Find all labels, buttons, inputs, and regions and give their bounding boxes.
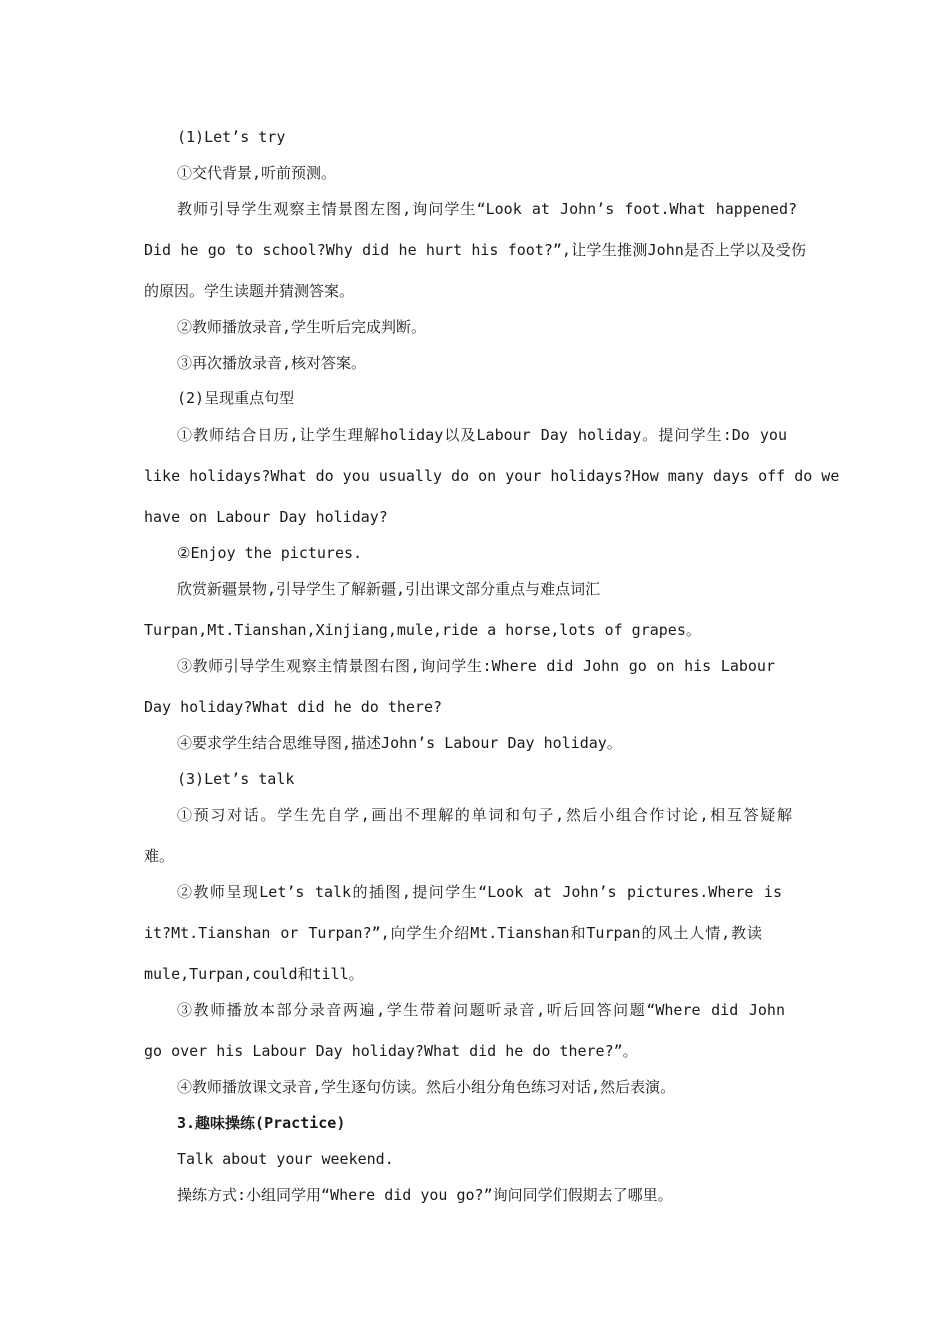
practice-method: 操练方式:小组同学用“Where did you go?”询问同学们假期去了哪里。 <box>177 1186 673 1204</box>
paragraph-line: ③教师引导学生观察主情景图右图,询问学生:Where did John go on his Labour <box>177 657 775 675</box>
paragraph-line: like holidays?What do you usually do on your holidays?How many days off do we <box>144 467 840 485</box>
step-2: ②教师播放录音,学生听后完成判断。 <box>177 318 427 336</box>
paragraph-line: go over his Labour Day holiday?What did he do there?”。 <box>144 1042 638 1060</box>
step-enjoy-pictures: ②Enjoy the pictures. <box>177 544 363 562</box>
paragraph-line: ③教师播放本部分录音两遍,学生带着问题听录音,听后回答问题“Where did John <box>177 1001 785 1019</box>
practice-topic: Talk about your weekend. <box>177 1150 394 1168</box>
paragraph-line: 教师引导学生观察主情景图左图,询问学生“Look at John’s foot.What happened? <box>177 200 797 218</box>
paragraph-line: 的原因。学生读题并猜测答案。 <box>144 282 355 300</box>
step-3: ③再次播放录音,核对答案。 <box>177 354 367 372</box>
paragraph-line: ①预习对话。学生先自学,画出不理解的单词和句子,然后小组合作讨论,相互答疑解 <box>177 806 792 824</box>
paragraph-line: ①教师结合日历,让学生理解holiday以及Labour Day holiday。提问学生:Do you <box>177 426 787 444</box>
paragraph-line: Day holiday?What did he do there? <box>144 698 443 716</box>
paragraph-line: 难。 <box>144 847 175 865</box>
step-1-intro: ①交代背景,听前预测。 <box>177 164 337 182</box>
section-heading-lets-talk: (3)Let’s talk <box>177 770 295 788</box>
paragraph-line: have on Labour Day holiday? <box>144 508 388 526</box>
paragraph-line: Did he go to school?Why did he hurt his foot?”,让学生推测John是否上学以及受伤 <box>144 241 806 259</box>
section-heading-key-sentences: (2)呈现重点句型 <box>177 389 295 407</box>
paragraph-line: ④教师播放课文录音,学生逐句仿读。然后小组分角色练习对话,然后表演。 <box>177 1078 676 1096</box>
section-heading-practice: 3.趣味操练(Practice) <box>177 1114 346 1132</box>
paragraph-line: 欣赏新疆景物,引导学生了解新疆,引出课文部分重点与难点词汇 <box>177 580 601 598</box>
paragraph-line: it?Mt.Tianshan or Turpan?”,向学生介绍Mt.Tianshan和Turpan的风土人情,教读 <box>144 924 762 942</box>
section-heading-lets-try: (1)Let’s try <box>177 128 286 146</box>
vocabulary-list: Turpan,Mt.Tianshan,Xinjiang,mule,ride a horse,lots of grapes。 <box>144 621 701 639</box>
paragraph-line: mule,Turpan,could和till。 <box>144 965 364 983</box>
paragraph-line: ②教师呈现Let’s talk的插图,提问学生“Look at John’s pictures.Where is <box>177 883 782 901</box>
step-4: ④要求学生结合思维导图,描述John’s Labour Day holiday。 <box>177 734 622 752</box>
